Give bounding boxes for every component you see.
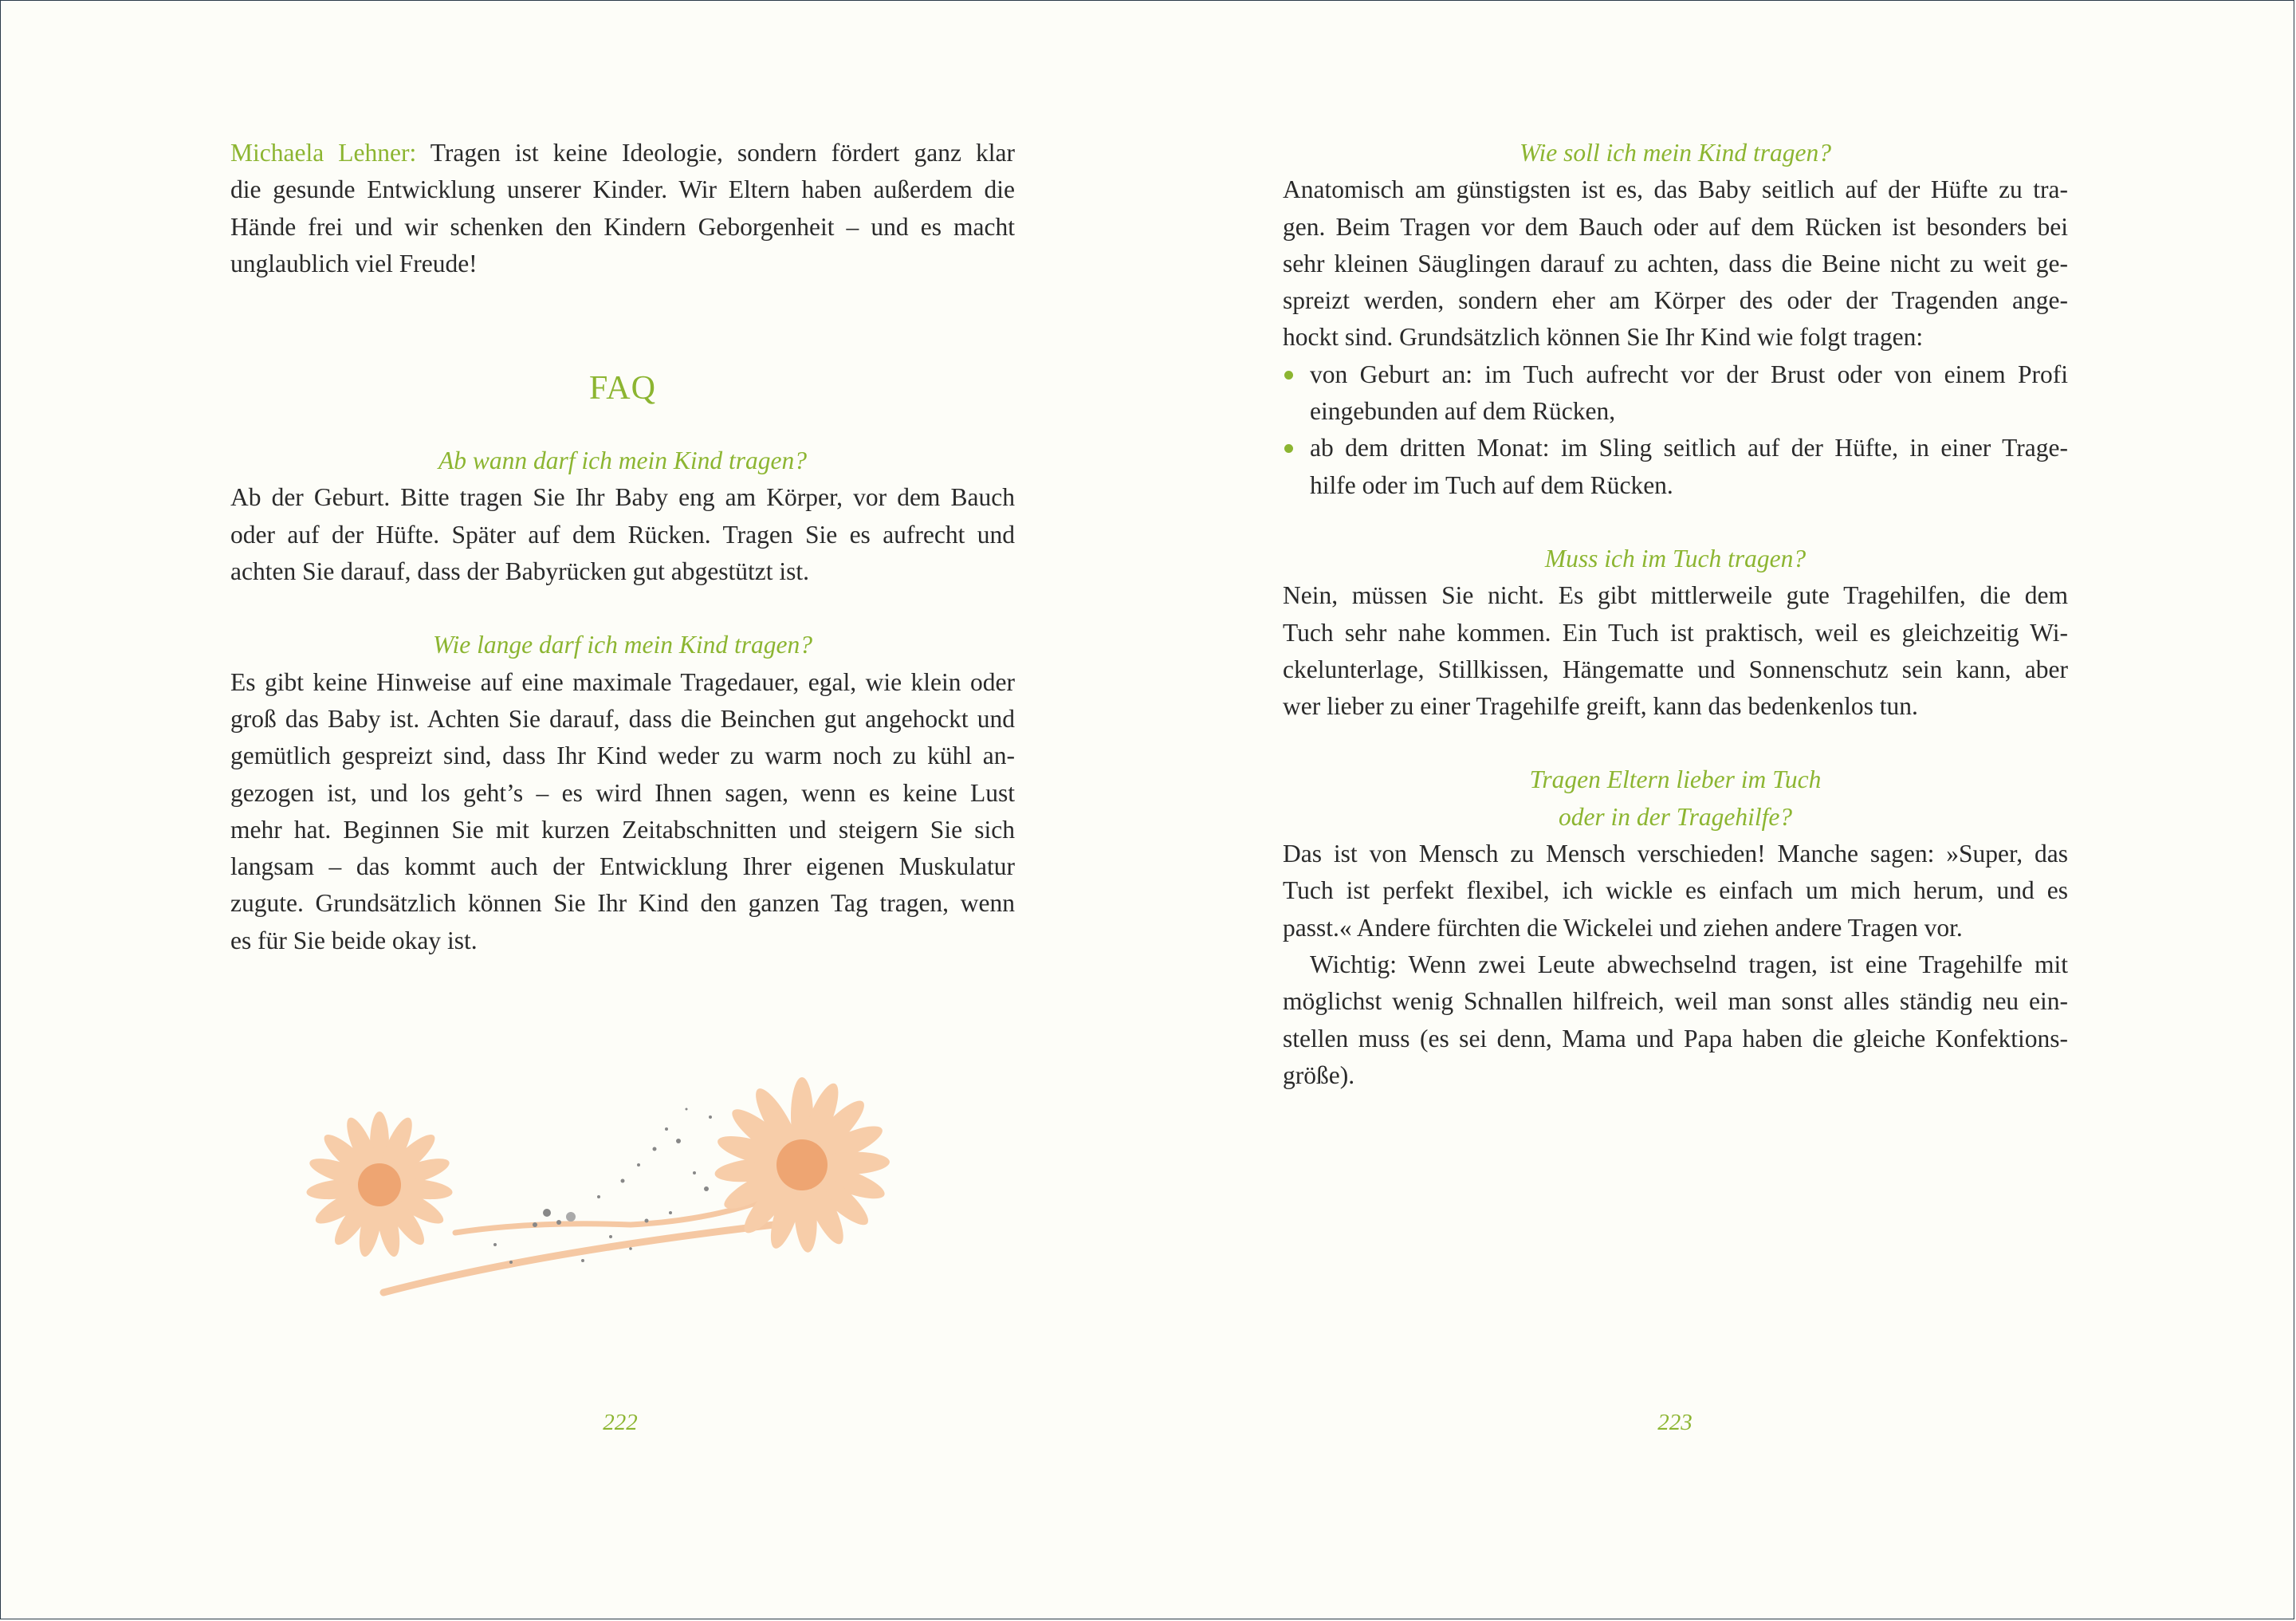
flower-illustration: [296, 1053, 934, 1308]
intro-paragraph: Michaela Lehner: Tragen ist keine Ideologie, sondern fördert ganz klar die gesunde Entwicklung unserer Kinder. Wir Eltern haben außerdem die Hände frei und wir schenken den Kindern Geborgenheit – und es macht unglaublich viel Freude!: [230, 139, 1016, 277]
faq-question-5: Tragen Eltern lieber im Tuch oder in der Tragehilfe? Das ist von Mensch zu Mensch verschieden! Manche sagen: »Super, das Tuch ist perfekt flexibel, ich wickle es einfach um mich herum, und es passt.« Andere fürchten die Wickelei und ziehen andere Tragen vor. Wichtig: Wenn zwei Leute abwechselnd tragen, ist eine Tragehilfe mit möglichst wenig Schnallen hilfreich, weil man sonst alles ständig neu ein- stellen muss (es sei denn, Mama und Papa haben die gleiche Konfektions- größe).: [1283, 761, 2068, 1094]
list-item: ab dem dritten Monat: im Sling seitlich auf der Hüfte, in einer Trage- hilfe oder im Tuch auf dem Rücken.: [1283, 430, 2068, 504]
question-heading: Muss ich im Tuch tragen?: [1544, 544, 1807, 572]
bullet-icon: [1284, 371, 1293, 380]
left-column: [230, 135, 1015, 959]
faq-question-3: Wie soll ich mein Kind tragen? Anatomisch am günstigsten ist es, das Baby seitlich auf der Hüfte zu tra- gen. Beim Tragen vor dem Bauch oder auf dem Rücken ist besonders bei sehr kleinen Säuglingen darauf zu achten, dass die Beine nicht zu weit ge- spreizt werden, sondern eher am Körper des oder der Tragenden ange- hockt sind. Grundsätzlich können Sie Ihr Kind wie folgt tragen: von Geburt an: im Tuch aufrecht vor der Brust oder von einem Profi eingebunden auf dem Rücken, ab dem dritten Monat: im Sling seitlich auf der Hüfte, in einer Trage- hilfe oder im Tuch auf dem Rücken.: [1283, 135, 2068, 504]
question-heading: Tragen Eltern lieber im Tuch: [1529, 765, 1822, 794]
left-page: [1, 1, 1149, 1620]
right-column: [1283, 135, 2068, 1094]
faq-heading: FAQ: [589, 370, 656, 407]
bullet-icon: [1284, 444, 1293, 453]
faq-question-1: Ab wann darf ich mein Kind tragen? Ab der Geburt. Bitte tragen Sie Ihr Baby eng am Körper, vor dem Bauch oder auf der Hüfte. Später auf dem Rücken. Tragen Sie es aufrecht und achten Sie darauf, dass der Babyrücken gut abgestützt ist.: [230, 443, 1015, 590]
speaker-name: Michaela Lehner:: [230, 139, 417, 167]
list-item: von Geburt an: im Tuch aufrecht vor der Brust oder von einem Profi eingebunden auf dem Rücken,: [1283, 356, 2068, 431]
bullet-list: [1283, 356, 2068, 504]
question-heading: Wie lange darf ich mein Kind tragen?: [433, 631, 812, 659]
question-heading: Wie soll ich mein Kind tragen?: [1519, 139, 1832, 167]
faq-question-2: Wie lange darf ich mein Kind tragen? Es gibt keine Hinweise auf eine maximale Tragedauer, egal, wie klein oder groß das Baby ist. Achten Sie darauf, dass die Beinchen gut angehockt und gemütlich gespreizt sind, dass Ihr Kind weder zu warm noch zu kühl an- gezogen ist, und los geht’s – es wird Ihnen sagen, wenn es keine Lust mehr hat. Beginnen Sie mit kurzen Zeitabschnitten und steigern Sie sich langsam – das kommt auch der Entwicklung Ihrer eigenen Muskulatur zugute. Grundsätzlich können Sie Ihr Kind den ganzen Tag tragen, wenn es für Sie beide okay ist.: [230, 627, 1015, 959]
page-number-left: 222: [603, 1410, 638, 1435]
question-heading: Ab wann darf ich mein Kind tragen?: [438, 447, 807, 475]
faq-question-4: Muss ich im Tuch tragen? Nein, müssen Sie nicht. Es gibt mittlerweile gute Tragehilfen, die dem Tuch sehr nahe kommen. Ein Tuch ist praktisch, weil es gleichzeitig Wi- ckelunterlage, Stillkissen, Hängematte und Sonnenschutz sein kann, aber wer lieber zu einer Tragehilfe greift, kann das bedenkenlos tun.: [1283, 541, 2068, 725]
page-number-right: 223: [1657, 1410, 1693, 1435]
right-page: [1149, 1, 2295, 1620]
question-heading: oder in der Tragehilfe?: [1558, 802, 1793, 831]
